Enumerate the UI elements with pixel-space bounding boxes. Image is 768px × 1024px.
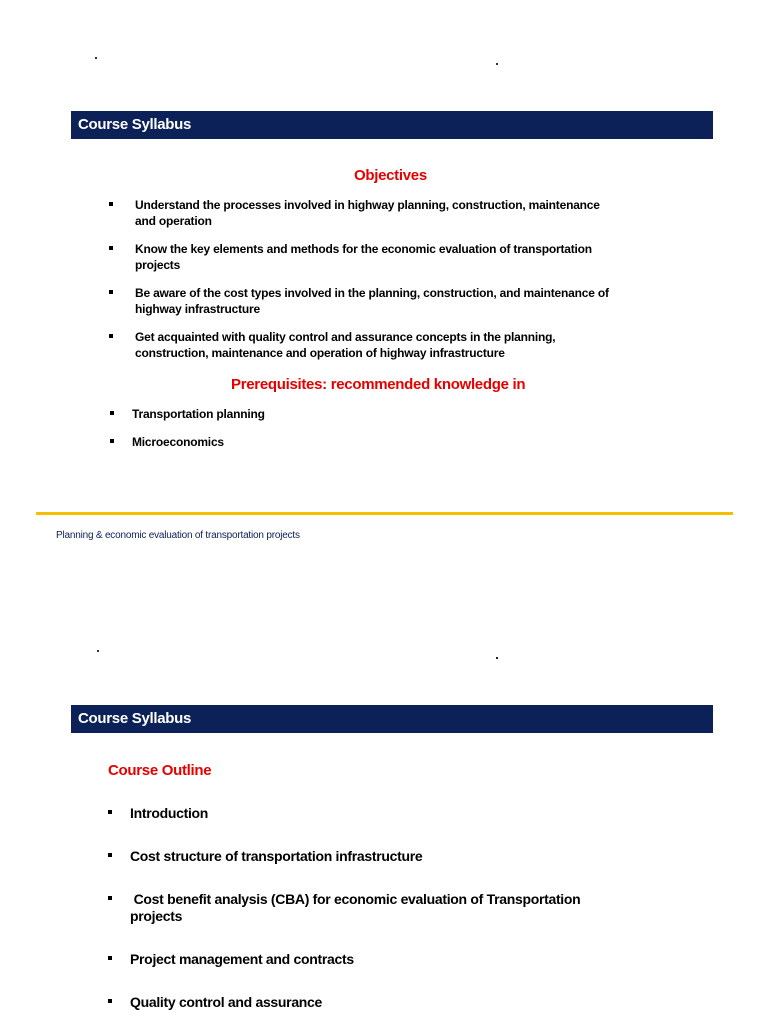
bullet-icon <box>108 810 112 814</box>
list-item: Transportation planning <box>110 406 510 422</box>
course-outline-heading: Course Outline <box>108 762 212 779</box>
corner-dot <box>496 63 498 65</box>
prerequisites-list <box>110 406 510 462</box>
list-item: Cost benefit analysis (CBA) for economic evaluation of Transportation projects <box>108 891 628 925</box>
prerequisites-heading: Prerequisites: recommended knowledge in <box>231 376 526 393</box>
objectives-heading: Objectives <box>354 167 427 184</box>
objectives-list <box>109 197 609 373</box>
bullet-icon <box>109 202 113 206</box>
list-item: Introduction <box>108 805 628 822</box>
bullet-icon <box>109 334 113 338</box>
list-item: Understand the processes involved in highway planning, construction, maintenance and operation <box>109 197 609 229</box>
bullet-icon <box>109 246 113 250</box>
footer-text: Planning & economic evaluation of transportation projects <box>56 530 300 541</box>
footer-divider <box>36 512 733 515</box>
bullet-icon <box>108 853 112 857</box>
list-item: Cost structure of transportation infrastructure <box>108 848 628 865</box>
bullet-icon <box>110 439 114 443</box>
list-item: Get acquainted with quality control and assurance concepts in the planning, construction, maintenance and operation of highway infrastructure <box>109 329 609 361</box>
corner-dot <box>95 57 97 59</box>
slide-title: Course Syllabus <box>78 710 192 727</box>
slide-title-bar <box>71 705 713 733</box>
list-item: Microeconomics <box>110 434 510 450</box>
bullet-icon <box>108 999 112 1003</box>
corner-dot <box>97 650 99 652</box>
slide-2 <box>0 600 768 1024</box>
list-item: Be aware of the cost types involved in the planning, construction, and maintenance of highway infrastructure <box>109 285 609 317</box>
list-item: Quality control and assurance <box>108 994 628 1011</box>
corner-dot <box>496 657 498 659</box>
list-item: Project management and contracts <box>108 951 628 968</box>
list-item: Know the key elements and methods for the economic evaluation of transportation projects <box>109 241 609 273</box>
bullet-icon <box>108 896 112 900</box>
bullet-icon <box>109 290 113 294</box>
slide-title: Course Syllabus <box>78 116 192 133</box>
bullet-icon <box>110 411 114 415</box>
slide-title-bar <box>71 111 713 139</box>
bullet-icon <box>108 956 112 960</box>
course-outline-list <box>108 805 628 1011</box>
